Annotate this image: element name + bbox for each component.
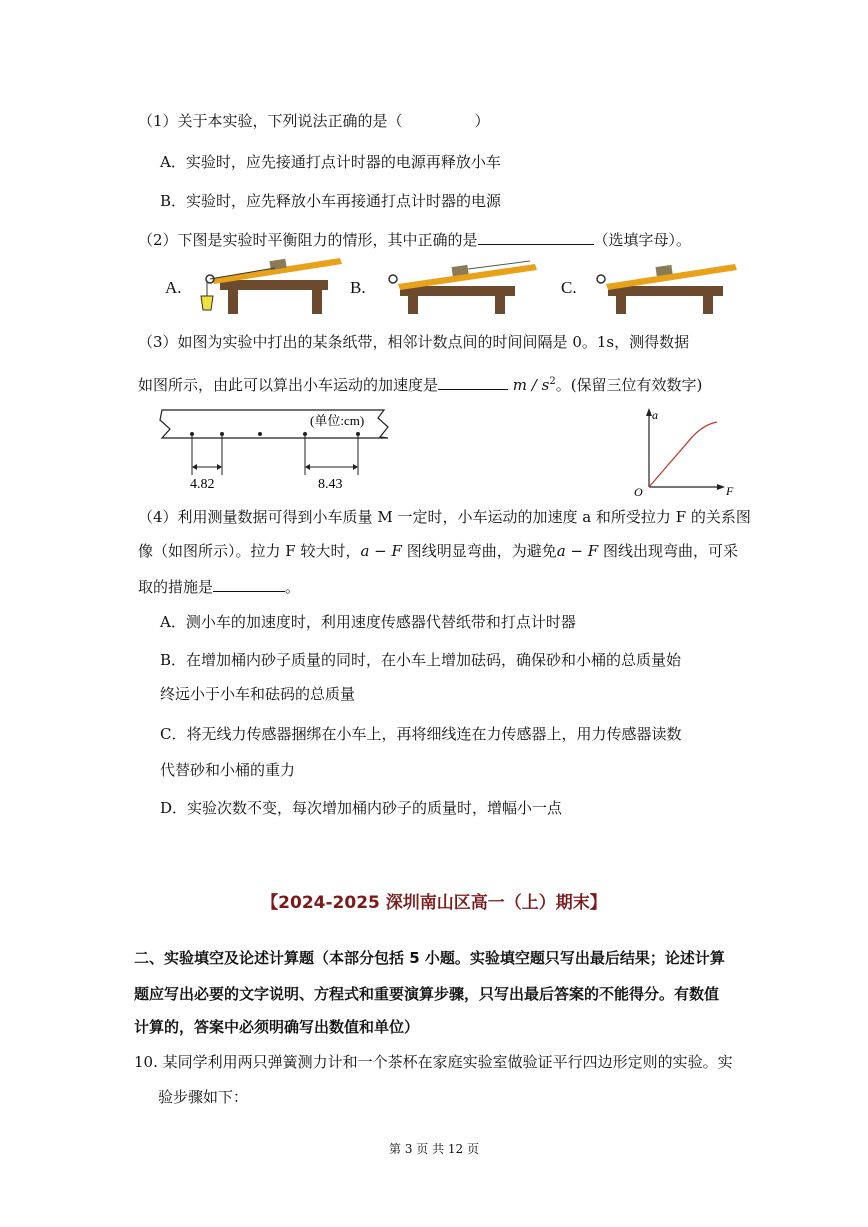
q4-line2-text: 像（如图所示）。拉力 F 较大时， (138, 542, 361, 560)
q1-stem-text: （1）关于本实验，下列说法正确的是（ (138, 112, 403, 130)
q4-line2 (138, 541, 738, 561)
q4-line3 (138, 575, 300, 597)
q1-option-b: B．实验时，应先释放小车再接通打点计时器的电源 (160, 192, 502, 210)
q2-label-c: C. (561, 278, 577, 297)
count-point (190, 432, 194, 436)
count-point (258, 432, 262, 436)
tape-unit-label: (单位:cm) (310, 413, 365, 428)
apparatus-c (597, 264, 737, 314)
q2-answer-blank (478, 228, 594, 245)
table-top (400, 286, 515, 296)
q4-line3-end: 。 (285, 578, 301, 596)
table-top (220, 280, 328, 290)
x-axis-arrow (717, 484, 725, 490)
apparatus-a (201, 258, 342, 314)
table-leg (312, 290, 322, 314)
q2-label-a: A. (165, 278, 182, 297)
count-point (356, 432, 360, 436)
q4-option-c-cont: 代替砂和小桶的重力 (160, 761, 296, 779)
arrowhead (192, 464, 197, 470)
table-top (608, 286, 723, 296)
a-f-curve (649, 422, 717, 487)
arrowhead (217, 464, 222, 470)
q2-figure (190, 252, 750, 322)
q3-unit: m / s (512, 376, 550, 394)
pulley (389, 275, 397, 283)
q4-line2-mid: 图线明显弯曲，为避免 (401, 542, 557, 560)
arrowhead (353, 464, 358, 470)
section2-line3: 计算的，答案中必须明确写出数值和单位） (134, 1018, 420, 1036)
bucket (201, 296, 213, 310)
q2-label-b: B. (350, 278, 366, 297)
q3-unit-exponent: 2 (549, 376, 556, 387)
arrowhead (305, 464, 310, 470)
q3-line2 (138, 372, 702, 395)
q4-line3-text: 取的措施是 (138, 578, 214, 596)
q2-stem (138, 228, 691, 250)
q4-answer-blank (213, 575, 285, 592)
a-f-graph (625, 405, 745, 500)
table-leg (703, 296, 713, 314)
table-leg (408, 296, 418, 314)
q3-line1: （3）如图为实验中打出的某条纸带，相邻计数点间的时间间隔是 0。1s，测得数据 (138, 333, 690, 351)
q4-option-d: D．实验次数不变，每次增加桶内砂子的质量时，增幅小一点 (160, 799, 563, 817)
table-leg (495, 296, 505, 314)
paper-tape-figure (152, 405, 397, 495)
q4-option-a: A．测小车的加速度时，利用速度传感器代替纸带和打点计时器 (160, 613, 576, 631)
q1-option-a: A．实验时，应先接通打点计时器的电源再释放小车 (160, 153, 501, 171)
q4-expr-a-f: a − F (360, 542, 402, 560)
pulley (597, 275, 605, 283)
count-point (220, 432, 224, 436)
table-leg (228, 290, 238, 314)
q2-stem-text: （2）下图是实验时平衡阻力的情形，其中正确的是 (138, 231, 478, 249)
q2-stem-end: （选填字母）。 (593, 231, 692, 249)
q10-line2: 验步骤如下： (158, 1088, 249, 1106)
count-point (303, 432, 307, 436)
q1-stem (138, 111, 490, 131)
q4-line2-end: 图线出现弯曲，可采 (598, 542, 738, 560)
y-axis-label: a (652, 408, 658, 422)
distance-label-2: 8.43 (318, 477, 343, 492)
apparatus-b (389, 261, 537, 314)
section2-line2: 题应写出必要的文字说明、方程式和重要演算步骤，只写出最后答案的不能得分。有数值 (134, 985, 720, 1003)
q1-stem-end: ） (474, 112, 490, 130)
origin-label: O (634, 485, 643, 499)
distance-label-1: 4.82 (190, 477, 215, 492)
section2-line1: 二、实验填空及论述计算题（本部分包括 5 小题。实验填空题只写出最后结果；论述计算 (134, 949, 725, 967)
x-axis-label: F (726, 484, 734, 498)
q3-line2-end: 。(保留三位有效数字) (555, 376, 703, 394)
page-footer: 第 3 页 共 12 页 (389, 1142, 479, 1156)
q4-line1: （4）利用测量数据可得到小车质量 M 一定时，小车运动的加速度 a 和所受拉力 F 的关系图 (138, 508, 751, 526)
table-leg (616, 296, 626, 314)
section-title: 【2024-2025 深圳南山区高一（上）期末】 (261, 893, 607, 913)
q4-expr-a-f-2: a − F (556, 542, 599, 560)
q10-line1: 10. 某同学利用两只弹簧测力计和一个茶杯在家庭实验室做验证平行四边形定则的实验。实 (134, 1053, 733, 1071)
q4-option-b: B．在增加桶内砂子质量的同时，在小车上增加砝码，确保砂和小桶的总质量始 (160, 651, 682, 669)
q3-answer-blank (438, 373, 508, 390)
q4-option-c: C．将无线力传感器捆绑在小车上，再将细线连在力传感器上，用力传感器读数 (160, 725, 682, 743)
q3-line2-text: 如图所示，由此可以算出小车运动的加速度是 (138, 376, 439, 394)
q4-option-b-cont: 终远小于小车和砝码的总质量 (160, 685, 356, 703)
